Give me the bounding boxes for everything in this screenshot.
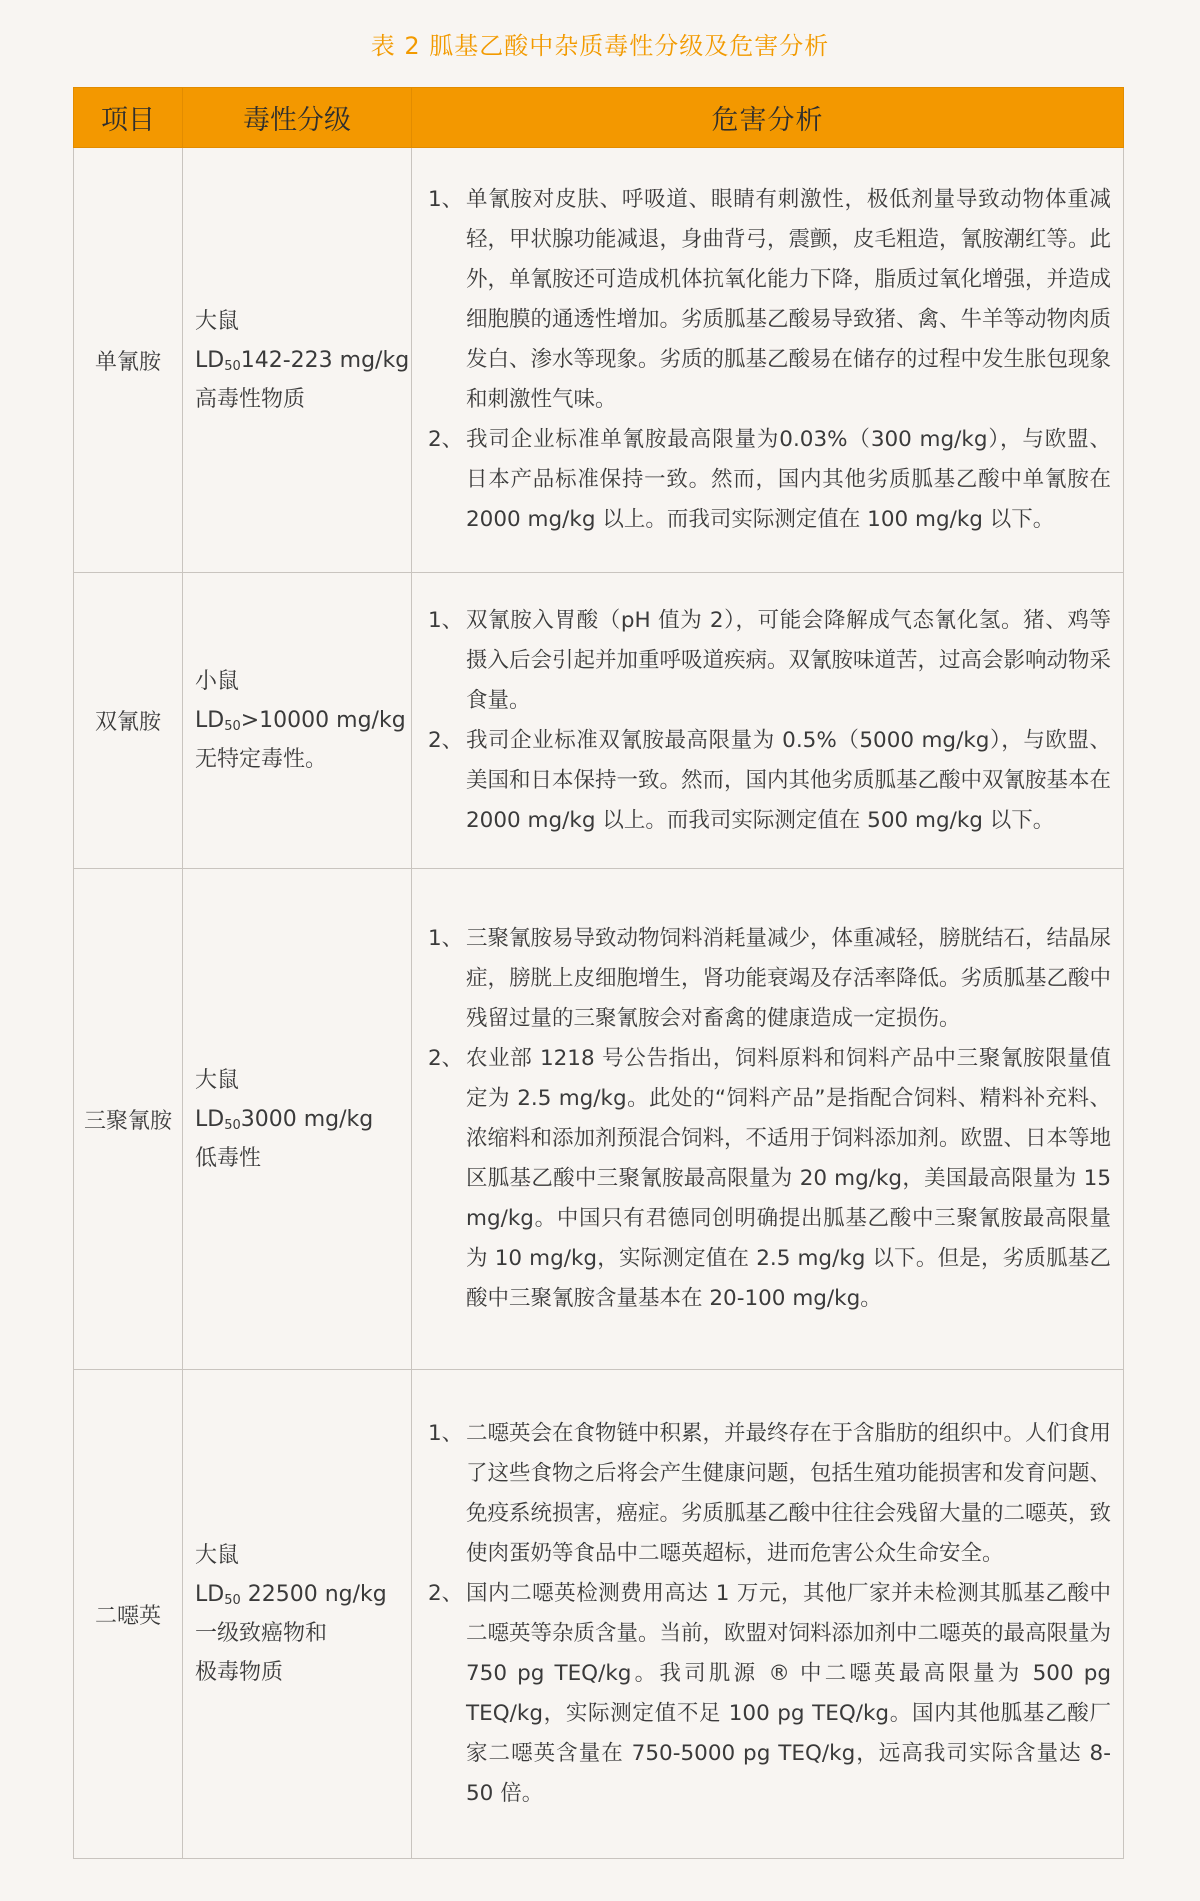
grade-desc: 无特定毒性。: [195, 747, 328, 772]
grade-animal: 大鼠: [195, 1067, 240, 1093]
item-cell: 单氰胺: [74, 148, 183, 573]
point-text: 双氰胺入胃酸（pH 值为 2），可能会降解成气态氰化氢。猪、鸡等摄入后会引起并加重呼吸道疾病。双氰胺味道苦，过高会影响动物采食量。: [466, 607, 1112, 713]
analysis-point: [428, 919, 1111, 1039]
impurity-toxicity-table: [73, 87, 1124, 1859]
analysis-point: [428, 601, 1111, 721]
point-text: 二噁英会在食物链中积累，并最终存在于含脂肪的组织中。人们食用了这些食物之后将会产生健康问题，包括生殖功能损害和发育问题、免疫系统损害，癌症。劣质胍基乙酸中往往会残留大量的二噁英，致使肉蛋奶等食品中二噁英超标，进而危害公众生命安全。: [466, 1421, 1112, 1566]
grade-animal: 小鼠: [195, 669, 240, 694]
item-cell: 二噁英: [74, 1370, 183, 1859]
analysis-point: [428, 721, 1111, 841]
ld-value: 3000 mg/kg: [240, 1106, 374, 1132]
point-text: 单氰胺对皮肤、呼吸道、眼睛有刺激性，极低剂量导致动物体重减轻，甲状腺功能减退，身曲背弓，震颤，皮毛粗造，氰胺潮红等。此外，单氰胺还可造成机体抗氧化能力下降，脂质过氧化增强，并造成细胞膜的通透性增加。劣质胍基乙酸易导致猪、禽、牛羊等动物肉质发白、渗水等现象。劣质的胍基乙酸易在储存的过程中发生胀包现象和刺激性气味。: [466, 187, 1112, 412]
point-number: 1、: [428, 187, 464, 212]
header-item: 项目: [74, 88, 183, 148]
point-text: 我司企业标准单氰胺最高限量为0.03%（300 mg/kg），与欧盟、日本产品标准保持一致。然而，国内其他劣质胍基乙酸中单氰胺在 2000 mg/kg 以上。而我司实际测定值在 100 mg/kg 以下。: [466, 427, 1111, 532]
grade-animal: 大鼠: [195, 308, 240, 334]
grade-desc: 低毒性: [195, 1145, 262, 1171]
point-number: 2、: [428, 1581, 464, 1606]
analysis-cell: [412, 148, 1124, 573]
table-caption: 表 2 胍基乙酸中杂质毒性分级及危害分析: [370, 32, 830, 60]
grade-desc: 高毒性物质: [195, 386, 306, 412]
point-text: 三聚氰胺易导致动物饲料消耗量减少，体重减轻，膀胱结石，结晶尿症，膀胱上皮细胞增生，肾功能衰竭及存活率降低。劣质胍基乙酸中残留过量的三聚氰胺会对畜禽的健康造成一定损伤。: [466, 926, 1112, 1031]
grade-ld: [195, 341, 411, 380]
analysis-point: [428, 1414, 1111, 1574]
analysis-cell: [412, 869, 1124, 1370]
header-grade: 毒性分级: [183, 88, 412, 148]
grade-ld: [195, 1575, 411, 1614]
grade-ld: [195, 701, 411, 740]
point-number: 1、: [428, 1421, 464, 1446]
table-row: [74, 573, 1124, 869]
item-cell: 三聚氰胺: [74, 869, 183, 1370]
ld-subscript: 50: [224, 1117, 241, 1133]
point-number: 1、: [428, 926, 464, 951]
ld-prefix: LD: [195, 347, 225, 373]
ld-subscript: 50: [224, 719, 241, 734]
ld-value: 22500 ng/kg: [240, 1582, 387, 1607]
grade-ld: [195, 1100, 411, 1139]
ld-subscript: 50: [224, 1593, 241, 1608]
analysis-point: [428, 180, 1111, 420]
ld-value: >10000 mg/kg: [240, 708, 406, 733]
grade-desc: 一级致癌物和极毒物质: [195, 1621, 328, 1685]
table-row: [74, 869, 1124, 1370]
point-text: 我司企业标准双氰胺最高限量为 0.5%（5000 mg/kg），与欧盟、美国和日本保持一致。然而，国内其他劣质胍基乙酸中双氰胺基本在 2000 mg/kg 以上。而我司实际测定值在 500 mg/kg 以下。: [466, 727, 1112, 833]
point-text: 农业部 1218 号公告指出，饲料原料和饲料产品中三聚氰胺限量值定为 2.5 mg/kg。此处的“饲料产品”是指配合饲料、精料补充料、浓缩料和添加剂预混合饲料，不适用于饲料添加剂。欧盟、日本等地区胍基乙酸中三聚氰胺最高限量为 20 mg/kg，美国最高限量为 15 mg/kg。中国只有君德同创明确提出胍基乙酸中三聚氰胺最高限量为 10 mg/kg，实际测定值在 2.5 mg/kg 以下。但是，劣质胍基乙酸中三聚氰胺含量基本在 20-100 mg/kg。: [466, 1046, 1112, 1311]
item-cell: 双氰胺: [74, 573, 183, 869]
grade-cell: [183, 1370, 412, 1859]
ld-subscript: 50: [224, 358, 241, 374]
grade-cell: [183, 869, 412, 1370]
grade-cell: [183, 573, 412, 869]
table-row: [74, 148, 1124, 573]
header-analysis: 危害分析: [412, 88, 1124, 148]
analysis-point: [428, 1039, 1111, 1319]
analysis-cell: [412, 573, 1124, 869]
grade-animal: 大鼠: [195, 1543, 240, 1568]
ld-prefix: LD: [195, 1106, 225, 1132]
grade-cell: [183, 148, 412, 573]
table-header: [74, 88, 1124, 148]
analysis-point: [428, 420, 1111, 540]
ld-prefix: LD: [195, 1582, 225, 1607]
analysis-cell: [412, 1370, 1124, 1859]
table-row: [74, 1370, 1124, 1859]
ld-prefix: LD: [195, 708, 225, 733]
point-number: 2、: [428, 727, 464, 753]
point-number: 1、: [428, 607, 464, 633]
point-number: 2、: [428, 1046, 464, 1071]
point-number: 2、: [428, 427, 464, 452]
analysis-point: [428, 1574, 1111, 1814]
point-text: 国内二噁英检测费用高达 1 万元，其他厂家并未检测其胍基乙酸中二噁英等杂质含量。当前，欧盟对饲料添加剂中二噁英的最高限量为 750 pg TEQ/kg。我司肌源 ® 中二噁英最高限量为 500 pg TEQ/kg，实际测定值不足 100 pg TEQ/kg。国内其他胍基乙酸厂家二噁英含量在 750-5000 pg TEQ/kg，远高我司实际含量达 8-50 倍。: [466, 1581, 1112, 1806]
ld-value: 142-223 mg/kg: [240, 347, 410, 373]
